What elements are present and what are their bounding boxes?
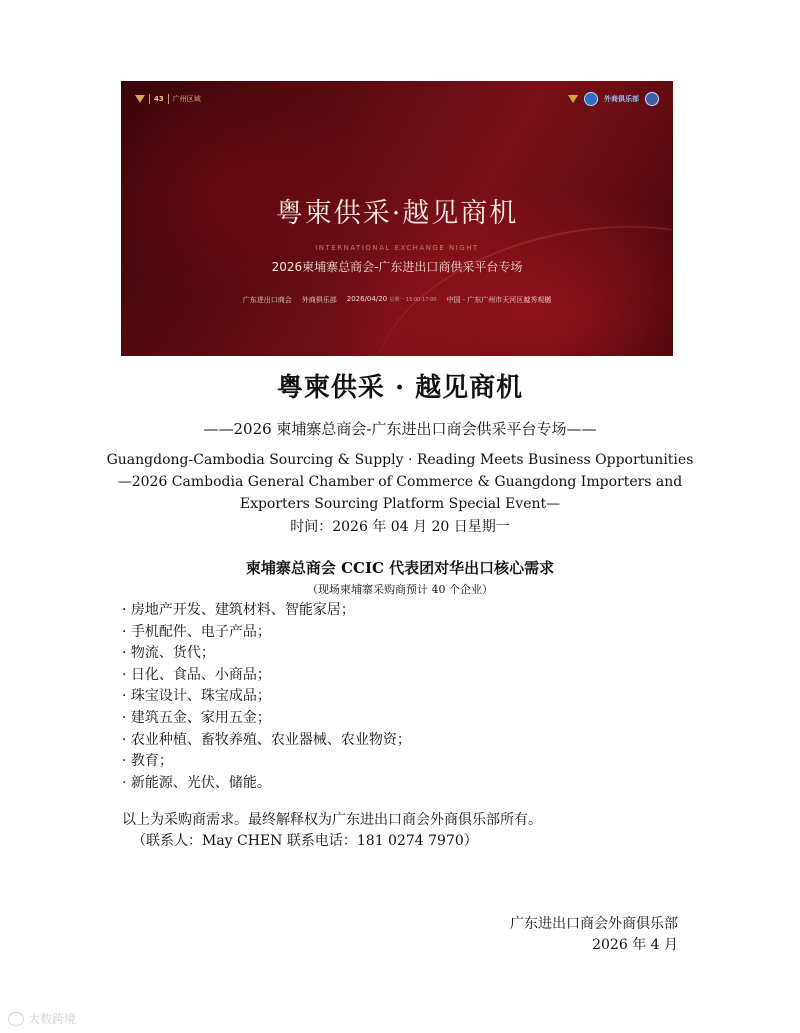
event-banner — [121, 81, 673, 356]
banner-info-club: 外商俱乐部 — [301, 296, 337, 304]
list-item: · 房地产开发、建筑材料、智能家居； — [122, 602, 355, 618]
english-title-line-3: Exporters Sourcing Platform Special Event— — [239, 496, 561, 512]
globe-icon — [584, 92, 598, 106]
logo-region-text: 广州区域 — [172, 95, 201, 103]
list-item: · 手机配件、电子产品； — [122, 623, 271, 640]
banner-info-date: 2026/04/20 星期一 15:00-17:00 — [346, 295, 437, 303]
event-time: 时间：2026 年 04 月 20 日星期一 — [290, 519, 510, 535]
document-title: 粤柬供采 · 越见商机 — [276, 373, 524, 403]
seal-icon — [645, 92, 659, 106]
signature-block — [510, 914, 678, 956]
english-title-line-1: Guangdong-Cambodia Sourcing & Supply · Reading Meets Business Opportunities — [106, 452, 694, 468]
banner-info-organizer: 广东进出口商会 — [242, 296, 292, 304]
banner-info-weekday-time: 星期一 15:00-17:00 — [389, 297, 437, 303]
logo-divider — [149, 94, 150, 104]
banner-info-row — [121, 295, 673, 305]
banner-title: 粤柬供采·越见商机 — [275, 198, 519, 229]
brand-mark-icon — [135, 95, 145, 103]
banner-subtitle: 2026柬埔寨总商会-广东进出口商供采平台专场 — [271, 260, 523, 274]
signature-organization: 广东进出口商会外商俱乐部 — [510, 916, 678, 932]
watermark — [8, 1010, 76, 1027]
needs-list — [122, 600, 411, 794]
banner-logo-left — [135, 93, 201, 105]
list-item: · 珠宝设计、珠宝成品； — [122, 688, 271, 705]
signature-date: 2026 年 4 月 — [592, 937, 678, 953]
english-title-line-2: —2026 Cambodia General Chamber of Commerce & Guangdong Importers and — [117, 474, 683, 490]
list-item: · 物流、货代； — [122, 645, 215, 662]
document-subtitle: ——2026 柬埔寨总商会-广东进出口商会供采平台专场—— — [203, 420, 597, 438]
logo-divider — [168, 94, 169, 104]
needs-section-note: （现场柬埔寨采购商预计 40 个企业） — [307, 583, 493, 596]
watermark-text: 大数跨境 — [28, 1012, 77, 1026]
club-logo-text: 外商俱乐部 — [604, 95, 639, 103]
list-item: · 教育； — [122, 753, 173, 770]
list-item: · 农业种植、畜牧养殖、农业器械、农业物资； — [122, 731, 411, 748]
disclaimer-text: 以上为采购商需求。最终解释权为广东进出口商会外商俱乐部所有。 — [122, 812, 542, 828]
list-item: · 日化、食品、小商品； — [122, 666, 271, 683]
contact-info: （联系人：May CHEN 联系电话：181 0274 7970） — [132, 833, 478, 849]
brand-mark-icon — [568, 95, 578, 103]
banner-english-tagline: INTERNATIONAL EXCHANGE NIGHT — [315, 244, 479, 252]
watermark-logo-icon — [8, 1012, 24, 1026]
footer-note — [122, 810, 542, 852]
list-item: · 新能源、光伏、储能。 — [122, 774, 271, 791]
logo-anniversary-number: 43 — [154, 95, 164, 103]
banner-info-location: 中国 · 广东广州市天河区越秀观樾 — [446, 296, 552, 304]
list-item: · 建筑五金、家用五金； — [122, 709, 271, 726]
banner-logo-right — [568, 92, 659, 106]
needs-section-title: 柬埔寨总商会 CCIC 代表团对华出口核心需求 — [245, 559, 555, 577]
